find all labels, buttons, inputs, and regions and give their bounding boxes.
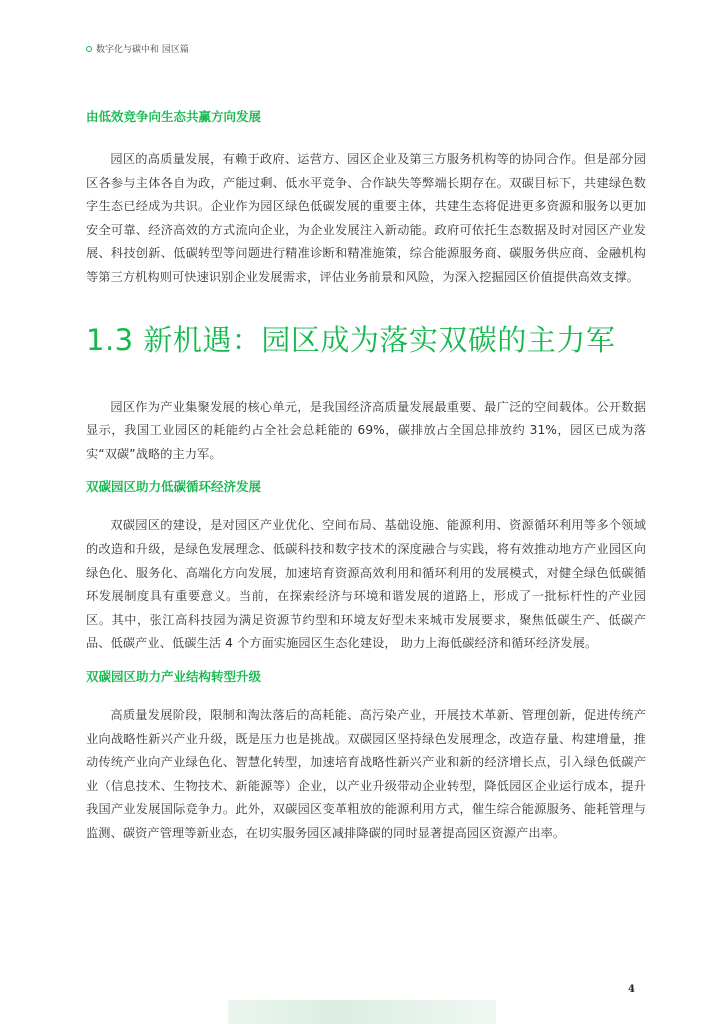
section-title: 1.3 新机遇：园区成为落实双碳的主力军 bbox=[86, 322, 616, 357]
page-number: 4 bbox=[628, 984, 635, 995]
subhead-circular-economy: 双碳园区助力低碳循环经济发展 bbox=[86, 479, 262, 495]
header-dot-icon bbox=[86, 46, 92, 52]
subhead-industrial-upgrade: 双碳园区助力产业结构转型升级 bbox=[86, 668, 262, 684]
running-header bbox=[86, 42, 189, 55]
paragraph-ecosystem: 园区的高质量发展，有赖于政府、运营方、园区企业及第三方服务机构等的协同合作。但是部分园区各参与主体各自为政，产能过剩、低水平竞争、合作缺失等弊端长期存在。双碳目标下，共建绿色数字生态已经成为共识。企业作为园区绿色低碳发展的重要主体，共建生态将促进更多资源和服务以更加安全可靠、经济高效的方式流向企业，为企业发展注入新动能。政府可依托生态数据及时对园区产业发展、科技创新、低碳转型等问题进行精准诊断和精准施策，综合能源服务商、碳服务供应商、金融机构等第三方机构则可快速识别企业发展需求，评估业务前景和风险，为深入挖掘园区价值提供高效支撑。 bbox=[86, 152, 646, 284]
paragraph-new-opportunity: 园区作为产业集聚发展的核心单元，是我国经济高质量发展最重要、最广泛的空间载体。公开数据显示，我国工业园区的耗能约占全社会总耗能的 69%，碳排放占全国总排放约 31%，园区已成为落实“双碳”战略的主力军。 bbox=[86, 399, 646, 461]
subhead-ecosystem: 由低效竞争向生态共赢方向发展 bbox=[86, 109, 262, 124]
header-text: 数字化与碳中和 园区篇 bbox=[96, 45, 189, 55]
paragraph-circular-economy: 双碳园区的建设，是对园区产业优化、空间布局、基础设施、能源利用、资源循环利用等多个领域的改造和升级，是绿色发展理念、低碳科技和数字技术的深度融合与实践，将有效推动地方产业园区向绿色化、服务化、高端化方向发展，加速培育资源高效利用和循环利用的发展模式，对健全绿色低碳循环发展制度具有重要意义。当前，在探索经济与环境和谐发展的道路上，形成了一批标杆性的产业园区。其中，张江高科技园为满足资源节约型和环境友好型未来城市发展要求，聚焦低碳生产、低碳产品、低碳产业、低碳生活 4 个方面实施园区生态化建设， 助力上海低碳经济和循环经济发展。 bbox=[86, 518, 646, 651]
footer-banner-decoration bbox=[228, 1000, 496, 1024]
page-content bbox=[86, 108, 646, 845]
paragraph-industrial-upgrade: 高质量发展阶段，限制和淘汰落后的高耗能、高污染产业，开展技术革新、管理创新，促进传统产业向战略性新兴产业升级，既是压力也是挑战。双碳园区坚持绿色发展理念，改造存量、构建增量，推动传统产业向产业绿色化、智慧化转型，加速培育战略性新兴产业和新的经济增长点，引入绿色低碳产业（信息技术、生物技术、新能源等）企业，以产业升级带动企业转型，降低园区企业运行成本，提升我国产业发展国际竞争力。此外，双碳园区变革粗放的能源利用方式，催生综合能源服务、能耗管理与监测、碳资产管理等新业态，在切实服务园区减排降碳的同时显著提高园区资源产出率。 bbox=[86, 707, 646, 840]
